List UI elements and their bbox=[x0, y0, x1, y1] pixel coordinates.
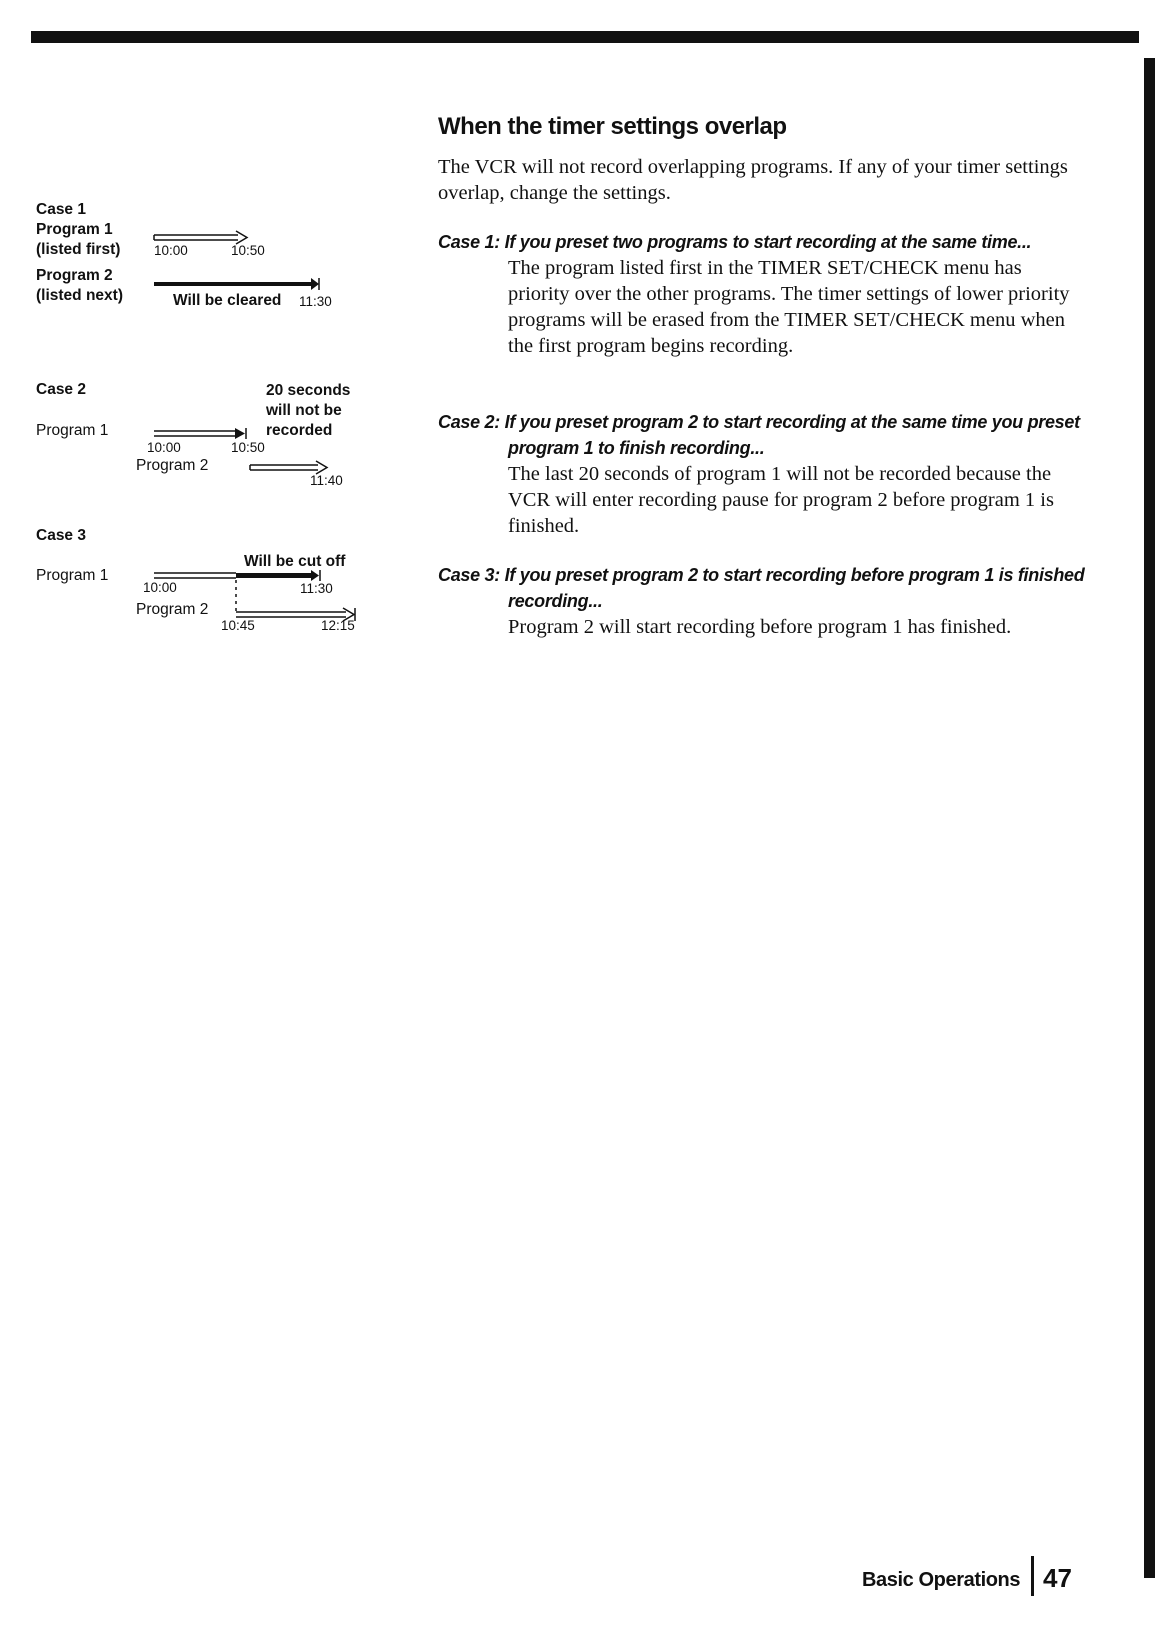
case3-start-time: 10:00 bbox=[143, 580, 177, 595]
case1-body: The program listed first in the TIMER SET/CHECK menu has priority over the other programs. The timer settings of lower priority programs will be erased from the TIMER SET/CHECK menu when the first program begins recording. bbox=[508, 257, 1070, 357]
case1-program2-arrow bbox=[154, 278, 319, 290]
case1-program1-label: Program 1 bbox=[36, 221, 113, 238]
case1-program1-sub: (listed first) bbox=[36, 241, 121, 258]
case2-end-time-2: 11:40 bbox=[310, 473, 343, 488]
case2-end-time: 10:50 bbox=[231, 440, 265, 455]
case3-end-time: 11:30 bbox=[300, 581, 333, 596]
case3-label: Case 3 bbox=[36, 527, 86, 544]
case1-heading: Case 1: If you preset two programs to start recording at the same time... bbox=[438, 232, 1032, 252]
case1-end-time-2: 11:30 bbox=[299, 294, 332, 309]
case2-program2-label: Program 2 bbox=[136, 457, 209, 474]
section-intro: The VCR will not record overlapping programs. If any of your timer settings overlap, change the settings. bbox=[438, 156, 1068, 204]
case1-program2-sub: (listed next) bbox=[36, 287, 123, 304]
case2-note-line2: will not be bbox=[266, 402, 342, 419]
case1-label: Case 1 bbox=[36, 201, 86, 218]
section-heading: When the timer settings overlap bbox=[438, 113, 787, 140]
case2-program1-arrow bbox=[154, 428, 246, 439]
case3-start-time-2: 10:45 bbox=[221, 618, 255, 633]
case2-heading: Case 2: If you preset program 2 to start recording at the same time you preset program 1 to finish recording... bbox=[438, 412, 1080, 458]
case2-body: The last 20 seconds of program 1 will not be recorded because the VCR will enter recording pause for program 2 before program 1 is finished. bbox=[508, 463, 1054, 537]
case2-note-line1: 20 seconds bbox=[266, 382, 351, 399]
footer-section-name: Basic Operations bbox=[862, 1569, 1021, 1591]
case1-program2-label: Program 2 bbox=[36, 267, 113, 284]
case1-block bbox=[438, 229, 1088, 359]
case2-label: Case 2 bbox=[36, 381, 86, 398]
footer-divider bbox=[1031, 1556, 1034, 1596]
case1-end-time: 10:50 bbox=[231, 243, 265, 258]
case2-block bbox=[438, 409, 1088, 539]
case3-program1-label: Program 1 bbox=[36, 567, 109, 584]
case3-cutoff-note: Will be cut off bbox=[244, 553, 346, 570]
page-number: 47 bbox=[1043, 1563, 1072, 1593]
case3-body: Program 2 will start recording before program 1 has finished. bbox=[508, 616, 1012, 638]
case3-block bbox=[438, 562, 1088, 640]
case3-end-time-2: 12:15 bbox=[321, 618, 355, 633]
case2-note-line3: recorded bbox=[266, 422, 333, 439]
case2-program1-label: Program 1 bbox=[36, 422, 109, 439]
case1-cleared-note: Will be cleared bbox=[173, 292, 282, 309]
case3-program2-label: Program 2 bbox=[136, 601, 209, 618]
case1-start-time: 10:00 bbox=[154, 243, 188, 258]
case2-start-time: 10:00 bbox=[147, 440, 181, 455]
case3-heading: Case 3: If you preset program 2 to start recording before program 1 is finished recording... bbox=[438, 565, 1085, 611]
